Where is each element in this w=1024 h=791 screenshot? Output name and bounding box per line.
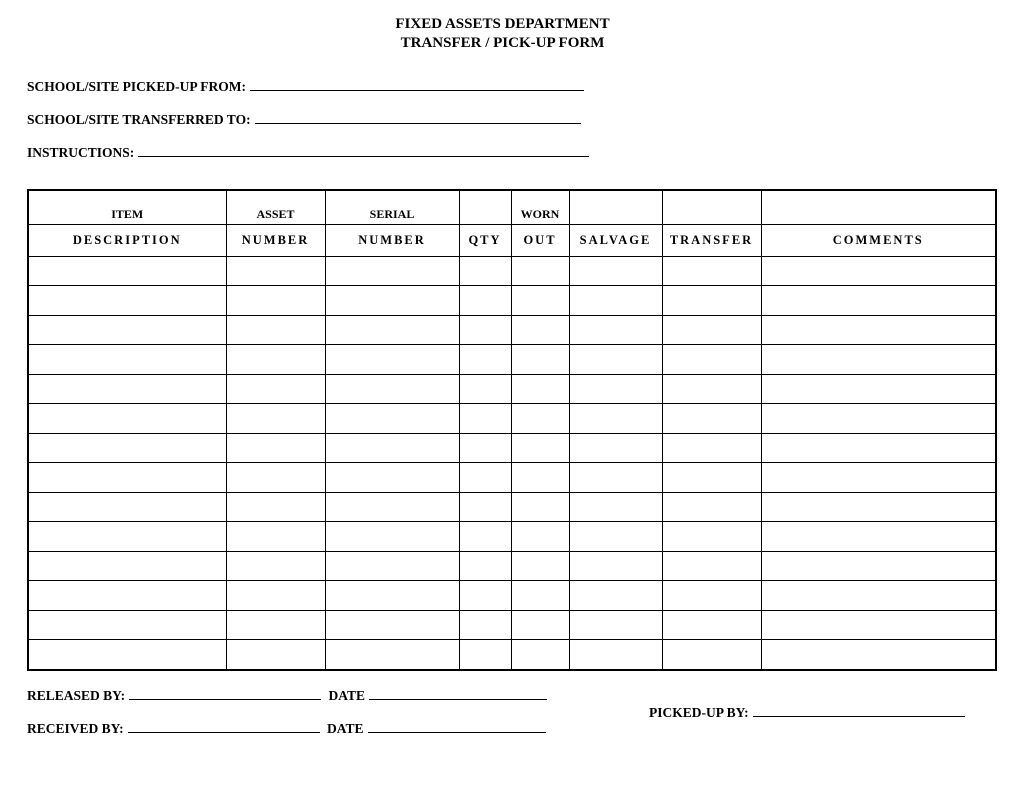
cell-transfer[interactable] [662,345,761,375]
cell-salvage[interactable] [569,256,662,286]
instructions-field [27,145,589,161]
released-by-field [27,688,547,704]
cell-comments[interactable] [761,492,996,522]
table-row [28,315,996,345]
received-by-input[interactable] [128,721,320,733]
cell-comments[interactable] [761,315,996,345]
cell-salvage[interactable] [569,463,662,493]
header-worn-out: OUT [511,224,569,256]
cell-salvage[interactable] [569,640,662,670]
cell-transfer[interactable] [662,374,761,404]
cell-salvage[interactable] [569,404,662,434]
cell-salvage[interactable] [569,374,662,404]
table-row [28,610,996,640]
cell-item-description[interactable] [28,404,226,434]
received-by-field [27,721,546,737]
cell-comments[interactable] [761,463,996,493]
header-comments: COMMENTS [761,224,996,256]
cell-serial-number[interactable] [325,286,459,316]
table-row [28,463,996,493]
cell-qty[interactable] [459,492,511,522]
cell-item-description[interactable] [28,463,226,493]
picked-up-by-field [649,705,965,721]
cell-transfer[interactable] [662,551,761,581]
cell-item-description[interactable] [28,256,226,286]
cell-item-description[interactable] [28,492,226,522]
cell-comments[interactable] [761,345,996,375]
cell-serial-number[interactable] [325,551,459,581]
header-serial-number: NUMBER [325,224,459,256]
cell-serial-number[interactable] [325,463,459,493]
table-row [28,522,996,552]
cell-serial-number[interactable] [325,522,459,552]
cell-item-description[interactable] [28,345,226,375]
header-salvage: SALVAGE [569,224,662,256]
cell-qty[interactable] [459,315,511,345]
header-top-serial-number: SERIAL [325,190,459,224]
cell-asset-number[interactable] [226,345,325,375]
cell-salvage[interactable] [569,610,662,640]
cell-worn-out[interactable] [511,522,569,552]
cell-qty[interactable] [459,610,511,640]
cell-worn-out[interactable] [511,286,569,316]
cell-worn-out[interactable] [511,581,569,611]
cell-asset-number[interactable] [226,551,325,581]
cell-comments[interactable] [761,522,996,552]
header-item-description: DESCRIPTION [28,224,226,256]
cell-qty[interactable] [459,433,511,463]
cell-salvage[interactable] [569,551,662,581]
release-date-input[interactable] [369,688,547,700]
header-top-asset-number: ASSET [226,190,325,224]
cell-transfer[interactable] [662,522,761,552]
cell-qty[interactable] [459,463,511,493]
table-row [28,433,996,463]
cell-qty[interactable] [459,286,511,316]
form-title-department: FIXED ASSETS DEPARTMENT [395,16,610,32]
cell-qty[interactable] [459,551,511,581]
cell-transfer[interactable] [662,640,761,670]
cell-transfer[interactable] [662,492,761,522]
cell-salvage[interactable] [569,345,662,375]
cell-worn-out[interactable] [511,256,569,286]
cell-item-description[interactable] [28,581,226,611]
cell-comments[interactable] [761,581,996,611]
transferred-to-label: SCHOOL/SITE TRANSFERRED TO: [27,112,251,127]
header-top-salvage [569,190,662,224]
picked-up-from-label: SCHOOL/SITE PICKED-UP FROM: [27,79,247,94]
cell-salvage[interactable] [569,581,662,611]
cell-asset-number[interactable] [226,315,325,345]
instructions-input[interactable] [138,145,589,157]
cell-worn-out[interactable] [511,492,569,522]
header-top-worn-out: WORN [511,190,569,224]
cell-asset-number[interactable] [226,610,325,640]
picked-up-from-input[interactable] [250,79,584,91]
instructions-label: INSTRUCTIONS: [27,145,135,160]
cell-worn-out[interactable] [511,463,569,493]
cell-transfer[interactable] [662,581,761,611]
cell-comments[interactable] [761,551,996,581]
released-by-label: RELEASED BY: [27,688,126,703]
cell-asset-number[interactable] [226,404,325,434]
received-by-label: RECEIVED BY: [27,721,124,736]
table-header-row-1 [28,190,996,224]
picked-up-from-field [27,79,584,95]
cell-transfer[interactable] [662,404,761,434]
transferred-to-field [27,112,581,128]
cell-asset-number[interactable] [226,640,325,670]
cell-asset-number[interactable] [226,492,325,522]
cell-qty[interactable] [459,345,511,375]
table-header-row-2 [28,224,996,256]
header-top-item-description: ITEM [28,190,226,224]
cell-item-description[interactable] [28,286,226,316]
cell-comments[interactable] [761,256,996,286]
cell-salvage[interactable] [569,433,662,463]
cell-qty[interactable] [459,640,511,670]
table-row [28,286,996,316]
cell-worn-out[interactable] [511,551,569,581]
cell-salvage[interactable] [569,286,662,316]
table-body [28,256,996,670]
cell-item-description[interactable] [28,433,226,463]
cell-worn-out[interactable] [511,610,569,640]
table-row [28,581,996,611]
header-asset-number: NUMBER [226,224,325,256]
cell-asset-number[interactable] [226,463,325,493]
cell-asset-number[interactable] [226,522,325,552]
released-by-input[interactable] [129,688,321,700]
cell-worn-out[interactable] [511,345,569,375]
header-transfer: TRANSFER [662,224,761,256]
table-row [28,256,996,286]
cell-worn-out[interactable] [511,315,569,345]
release-date-label: DATE [328,688,366,703]
cell-serial-number[interactable] [325,433,459,463]
cell-transfer[interactable] [662,610,761,640]
cell-worn-out[interactable] [511,374,569,404]
cell-asset-number[interactable] [226,374,325,404]
cell-transfer[interactable] [662,433,761,463]
cell-item-description[interactable] [28,522,226,552]
cell-asset-number[interactable] [226,256,325,286]
asset-table [27,189,997,671]
form-title-form: TRANSFER / PICK-UP FORM [400,35,605,51]
cell-serial-number[interactable] [325,404,459,434]
cell-worn-out[interactable] [511,640,569,670]
cell-worn-out[interactable] [511,433,569,463]
header-top-transfer [662,190,761,224]
cell-qty[interactable] [459,522,511,552]
cell-transfer[interactable] [662,463,761,493]
cell-salvage[interactable] [569,315,662,345]
receive-date-label: DATE [327,721,364,736]
table-row [28,374,996,404]
cell-qty[interactable] [459,256,511,286]
cell-comments[interactable] [761,286,996,316]
cell-asset-number[interactable] [226,286,325,316]
cell-worn-out[interactable] [511,404,569,434]
cell-serial-number[interactable] [325,640,459,670]
cell-serial-number[interactable] [325,345,459,375]
cell-serial-number[interactable] [325,581,459,611]
cell-item-description[interactable] [28,374,226,404]
cell-serial-number[interactable] [325,610,459,640]
cell-item-description[interactable] [28,551,226,581]
cell-serial-number[interactable] [325,256,459,286]
header-qty: QTY [459,224,511,256]
cell-asset-number[interactable] [226,433,325,463]
header-top-qty [459,190,511,224]
cell-item-description[interactable] [28,610,226,640]
table-row [28,640,996,670]
cell-serial-number[interactable] [325,492,459,522]
transferred-to-input[interactable] [255,112,581,124]
table-row [28,492,996,522]
cell-item-description[interactable] [28,315,226,345]
cell-qty[interactable] [459,374,511,404]
cell-asset-number[interactable] [226,581,325,611]
cell-item-description[interactable] [28,640,226,670]
receive-date-input[interactable] [368,721,546,733]
picked-up-by-input[interactable] [753,705,965,717]
table-row [28,345,996,375]
table-row [28,551,996,581]
cell-transfer[interactable] [662,256,761,286]
header-top-comments [761,190,996,224]
cell-qty[interactable] [459,404,511,434]
cell-comments[interactable] [761,404,996,434]
cell-serial-number[interactable] [325,374,459,404]
cell-comments[interactable] [761,610,996,640]
cell-qty[interactable] [459,581,511,611]
cell-salvage[interactable] [569,522,662,552]
cell-comments[interactable] [761,374,996,404]
cell-comments[interactable] [761,433,996,463]
table-row [28,404,996,434]
cell-transfer[interactable] [662,286,761,316]
picked-up-by-label: PICKED-UP BY: [649,705,749,720]
cell-transfer[interactable] [662,315,761,345]
cell-comments[interactable] [761,640,996,670]
cell-salvage[interactable] [569,492,662,522]
cell-serial-number[interactable] [325,315,459,345]
